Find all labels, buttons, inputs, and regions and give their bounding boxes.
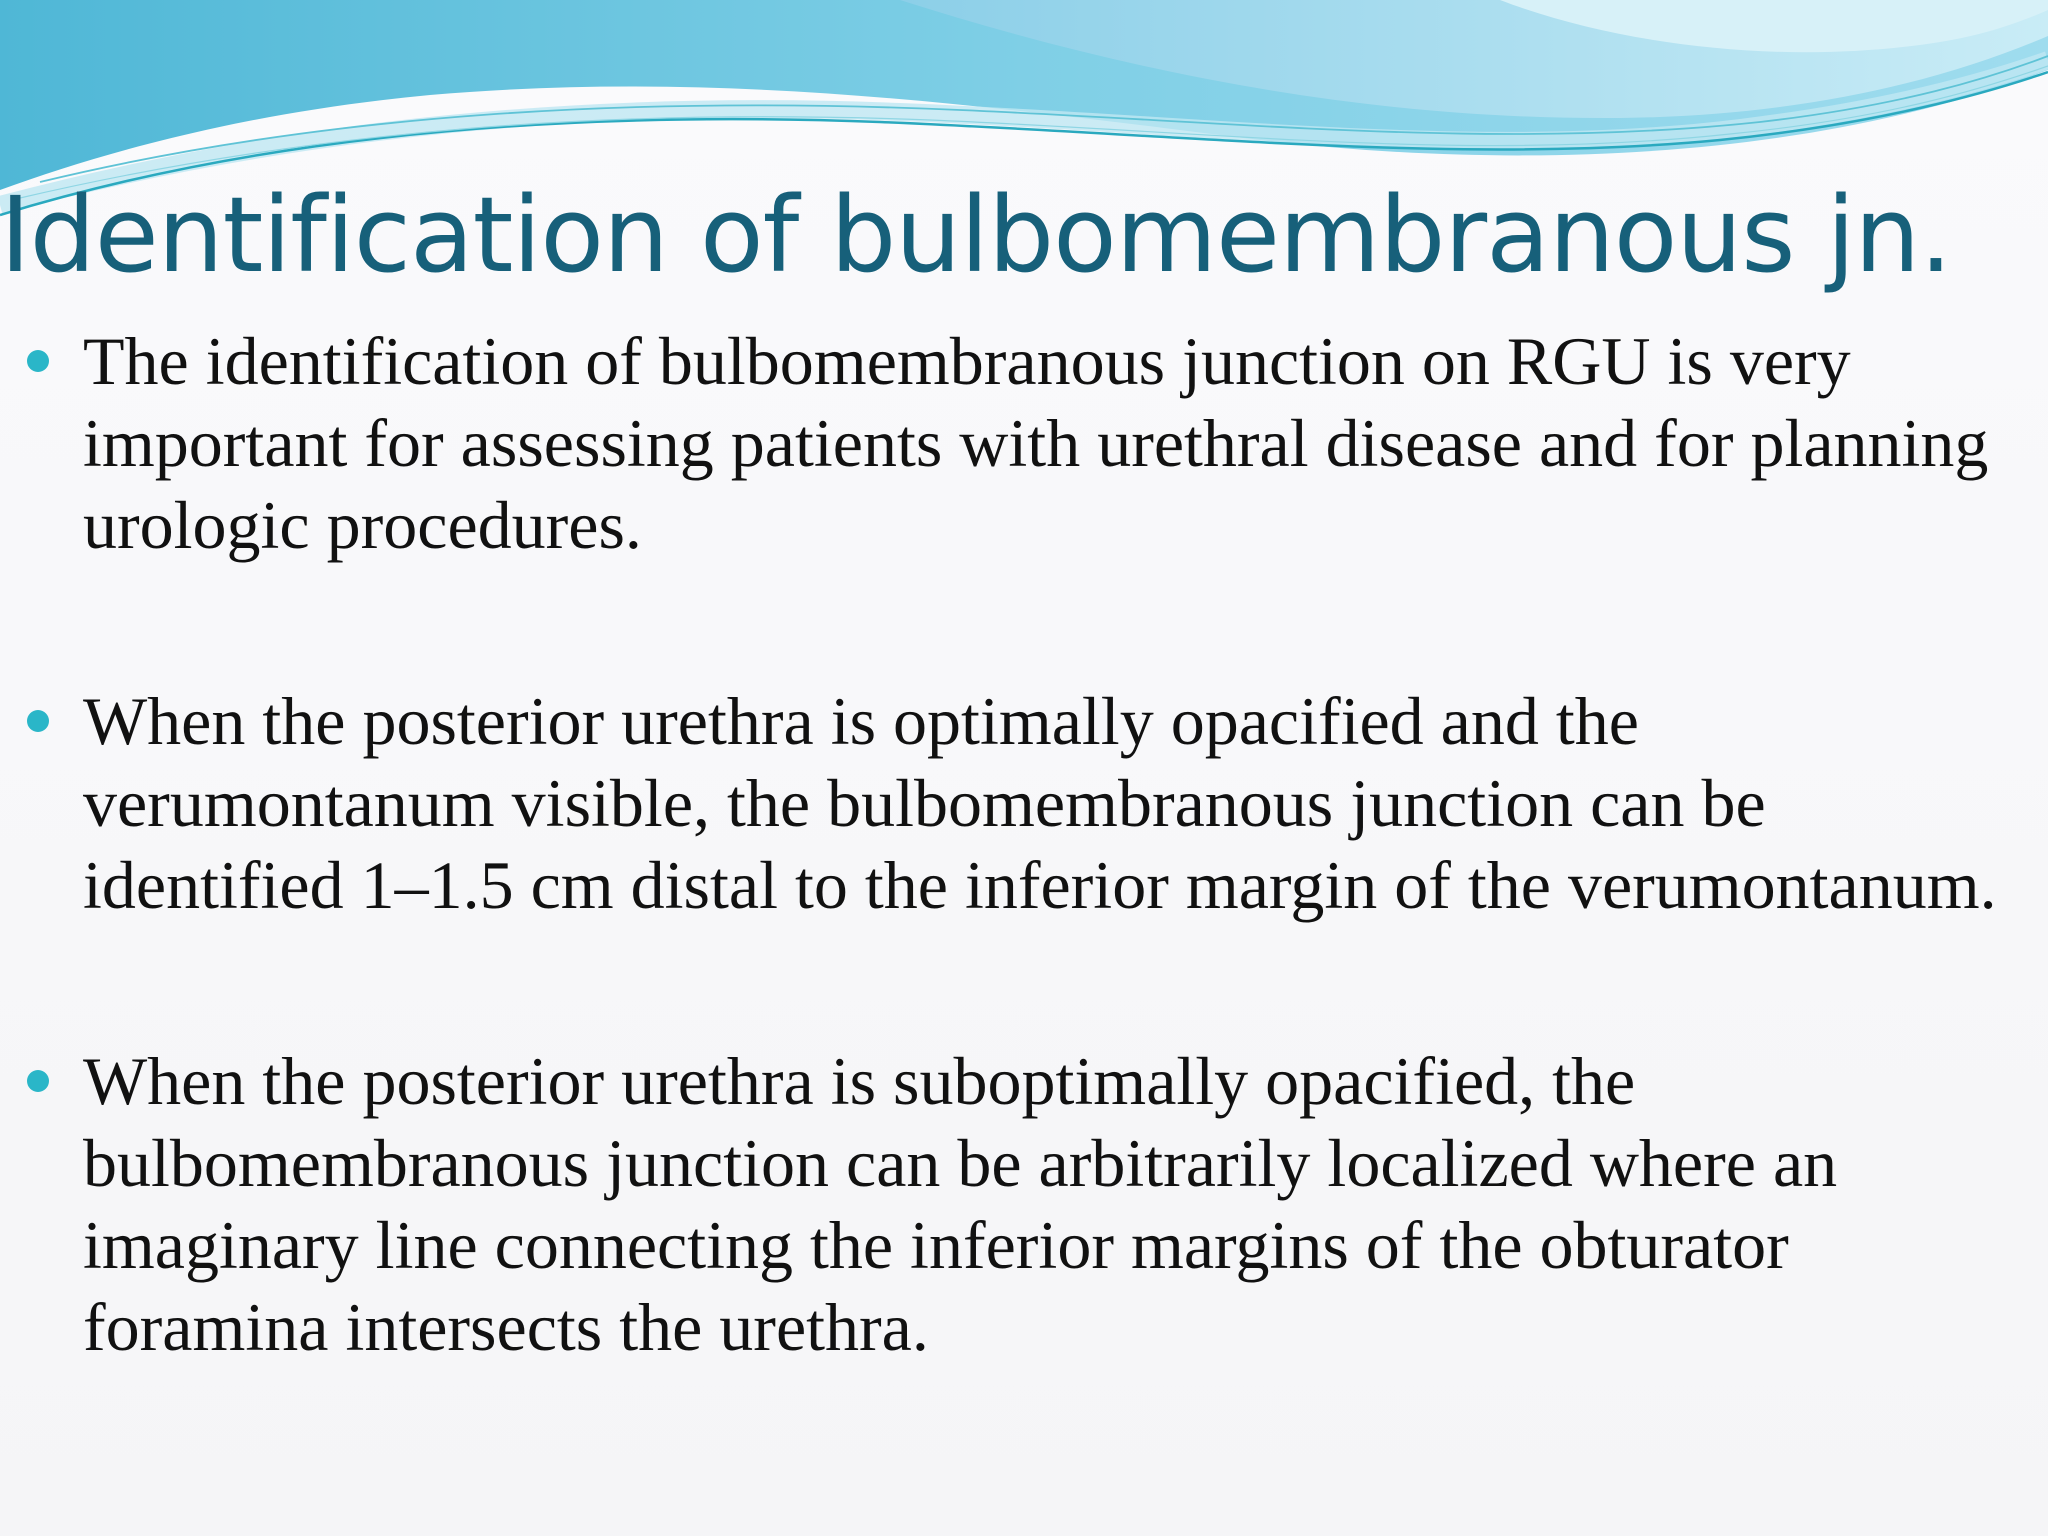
bullet-dot-icon <box>27 350 49 372</box>
bullet-dot-icon <box>27 1070 49 1092</box>
bullet-item <box>0 1040 2048 1368</box>
bullet-item <box>0 680 2048 926</box>
bullet-dot-icon <box>27 710 49 732</box>
bullet-list <box>0 320 2048 1368</box>
bullet-text: The identification of bulbomembranous junction on RGU is very important for assessing patients with urethral disease and for planning urologic procedures. <box>83 323 1989 563</box>
bullet-item <box>0 320 2048 566</box>
slide-title: Identification of bulbomembranous jn. <box>0 174 1952 296</box>
bullet-text: When the posterior urethra is optimally opacified and the verumontanum visible, the bulbomembranous junction can be identified 1–1.5 cm distal to the inferior margin of the verumontanum. <box>83 683 1997 923</box>
bullet-text: When the posterior urethra is suboptimally opacified, the bulbomembranous junction can be arbitrarily localized where an imaginary line connecting the inferior margins of the obturator foramina intersects the urethra. <box>83 1043 1838 1365</box>
